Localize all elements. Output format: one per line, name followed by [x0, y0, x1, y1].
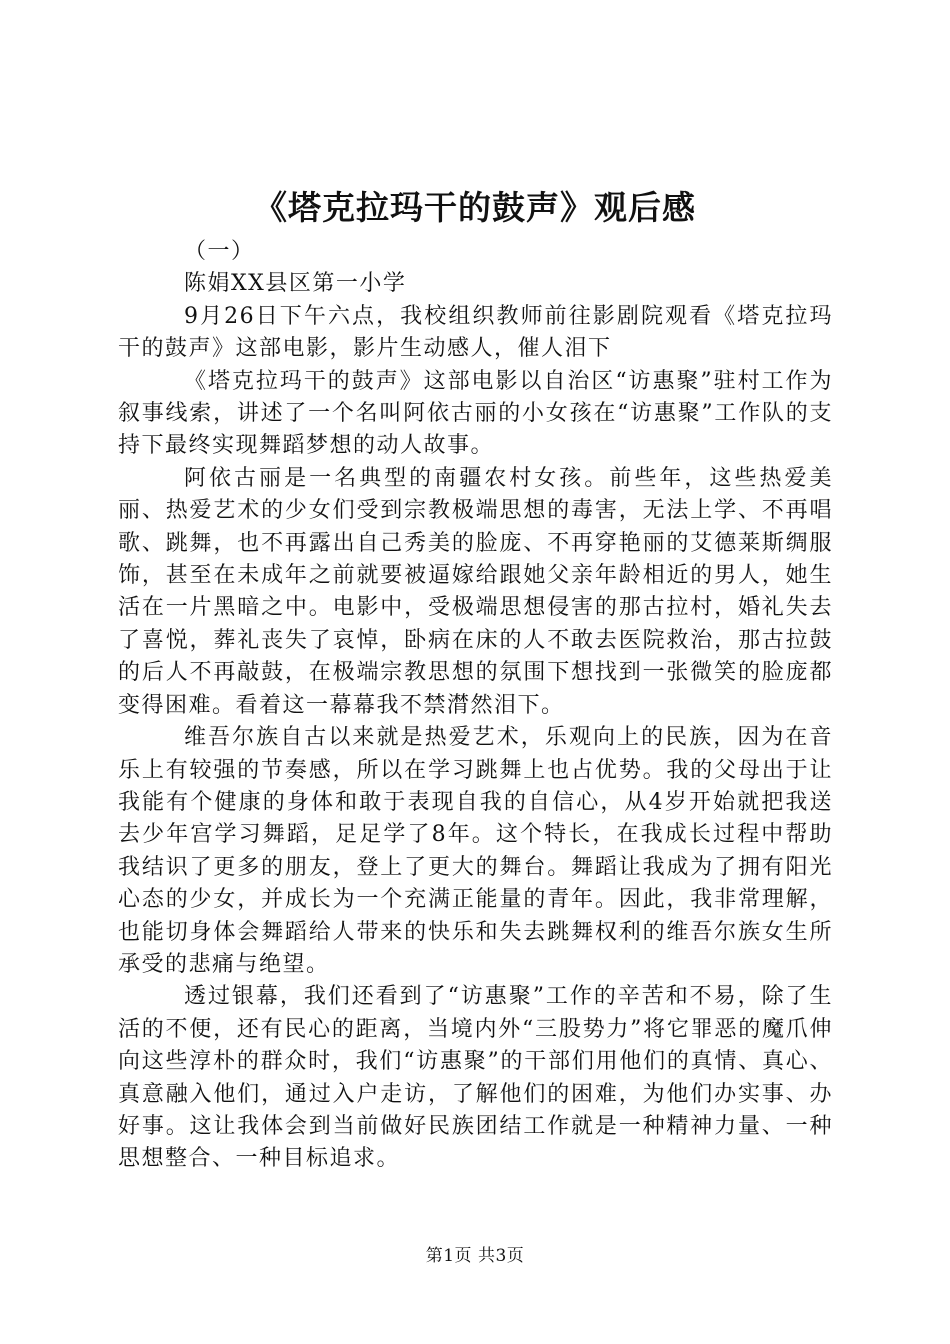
- document-title: 《塔克拉玛干的鼓声》观后感: [254, 188, 696, 227]
- section-number: （一）: [184, 239, 255, 264]
- paragraph: 维吾尔族自古以来就是热爱艺术，乐观向上的民族，因为在音乐上有较强的节奏感，所以在学习跳舞上也占优势。我的父母出于让我能有个健康的身体和敢于表现自我的自信心，从4岁开始就把我送去少年宫学习舞蹈，足足学了8年。这个特长，在我成长过程中帮助我结识了更多的朋友，登上了更大的舞台。舞蹈让我成为了拥有阳光心态的少女，并成长为一个充满正能量的青年。因此，我非常理解，也能切身体会舞蹈给人带来的快乐和失去跳舞权利的维吾尔族女生所承受的悲痛与绝望。: [118, 725, 833, 977]
- paragraph: 透过银幕，我们还看到了“访惠聚”工作的辛苦和不易，除了生活的不便，还有民心的距离，当境内外“三股势力”将它罪恶的魔爪伸向这些淳朴的群众时，我们“访惠聚”的干部们用他们的真情、真心、真意融入他们，通过入户走访，了解他们的困难，为他们办实事、办好事。这让我体会到当前做好民族团结工作就是一种精神力量、一种思想整合、一种目标追求。: [118, 984, 833, 1172]
- page-footer: 第1页 共3页: [425, 1246, 525, 1266]
- document-body: [118, 236, 833, 1176]
- paragraph: 《塔克拉玛干的鼓声》这部电影以自治区“访惠聚”驻村工作为叙事线索，讲述了一个名叫阿依古丽的小女孩在“访惠聚”工作队的支持下最终实现舞蹈梦想的动人故事。: [118, 368, 833, 459]
- paragraph: 阿依古丽是一名典型的南疆农村女孩。前些年，这些热爱美丽、热爱艺术的少女们受到宗教极端思想的毒害，无法上学、不再唱歌、跳舞，也不再露出自己秀美的脸庞、不再穿艳丽的艾德莱斯绸服饰，甚至在未成年之前就要被逼嫁给跟她父亲年龄相近的男人，她生活在一片黑暗之中。电影中，受极端思想侵害的那古拉村，婚礼失去了喜悦，葬礼丧失了哀悼，卧病在床的人不敢去医院救治，那古拉鼓的后人不再敲鼓，在极端宗教思想的氛围下想找到一张微笑的脸庞都变得困难。看着这一幕幕我不禁潸然泪下。: [118, 465, 833, 718]
- paragraph: 9月26日下午六点，我校组织教师前往影剧院观看《塔克拉玛干的鼓声》这部电影，影片生动感人，催人泪下: [118, 303, 833, 362]
- author-line: 陈娟XX县区第一小学: [184, 271, 407, 297]
